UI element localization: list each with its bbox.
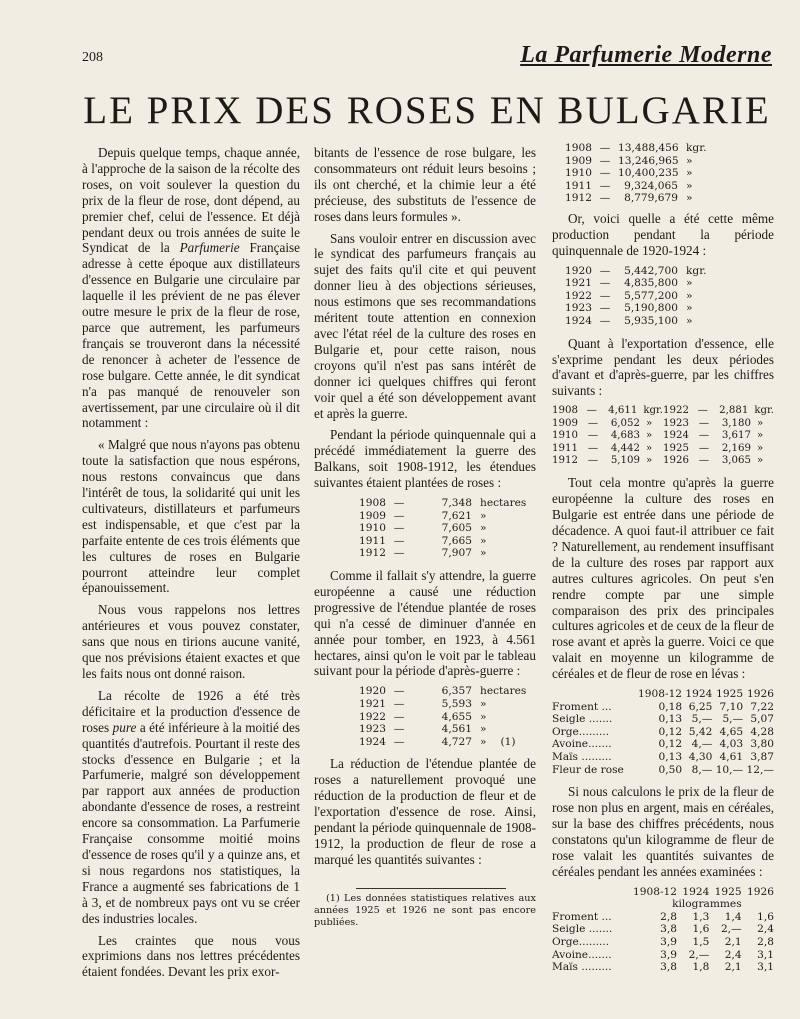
year: 1923 — [565, 302, 592, 315]
footnote-ref: (1) — [500, 735, 516, 748]
paragraph: Comme il fallait s'y attendre, la guerre européenne a causé une réduction progressive de l'étendue plantée de roses qui n'a cessé de diminuer d'année en année pour tomber, en 1923, à 4.561 hectares, ainsi qu'on le voit par le tableau suivant pour la période d'après-guerre : — [314, 568, 536, 679]
export-postwar — [663, 405, 774, 467]
year: 1910 — [552, 430, 578, 442]
table-row: 1925 — 2,169 » — [663, 442, 764, 454]
row-label: Seigle ....... — [552, 923, 613, 936]
table-row: 1921 — 4,835,800 » — [552, 277, 774, 290]
year: 1923 — [663, 417, 689, 429]
unit: » — [686, 302, 693, 315]
cell: 2,4 — [724, 948, 742, 961]
year: 1924 — [359, 735, 386, 748]
year: 1911 — [359, 534, 386, 547]
unit: » — [480, 735, 487, 748]
cell: 8,— — [691, 763, 713, 776]
unit: » — [686, 192, 693, 205]
cell: 2,8 — [660, 910, 678, 923]
value: 5,109 — [610, 454, 640, 466]
value: 5,442,700 — [624, 264, 678, 277]
unit: kgr. — [643, 405, 664, 417]
cell: 2,1 — [724, 936, 742, 949]
cell: 1,6 — [757, 910, 774, 923]
unit: » — [480, 534, 487, 547]
cell: 2,8 — [757, 936, 774, 949]
unit: » — [686, 277, 693, 290]
header-cell: 1908-12 — [638, 688, 683, 701]
value: 9,324,065 — [624, 179, 678, 192]
cell: 5,— — [722, 713, 744, 726]
export-table — [552, 405, 774, 467]
paragraph: La réduction de l'étendue plantée de roses a naturellement provoqué une réduction de la production de fleur et de l'exportation d'essence de rose. Ainsi, pendant la période quinquennale de 1908-1912, la production de fleur de rose a marqué les quantités suivantes : — [314, 756, 536, 867]
year: 1909 — [565, 154, 592, 167]
cell: 3,80 — [750, 738, 774, 751]
column-1 — [82, 145, 300, 986]
value: 5,577,200 — [624, 289, 678, 302]
table-row: 1924 — 3,617 » — [663, 430, 764, 442]
year: 1909 — [359, 509, 386, 522]
value: 13,488,456 — [618, 142, 679, 154]
table-row: 1923 — 5,190,800 » — [552, 302, 774, 315]
year: 1910 — [359, 522, 386, 535]
unit: » — [757, 454, 764, 466]
table-row — [552, 701, 774, 714]
flower-production-1908-1912 — [552, 142, 774, 205]
table-row: 1921 — 5,593 » — [346, 698, 536, 711]
table-header-row — [552, 886, 774, 899]
table-row: 1923 — 3,180 » — [663, 417, 764, 429]
value: 5,190,800 — [624, 302, 678, 315]
year: 1922 — [565, 289, 592, 302]
article-title: LE PRIX DES ROSES EN BULGARIE — [83, 89, 771, 132]
year: 1912 — [359, 547, 386, 560]
unit: » — [480, 710, 487, 723]
table-row — [552, 961, 774, 974]
cell: 0,12 — [658, 738, 683, 751]
row-label: Maïs ......... — [552, 961, 612, 974]
cell: 0,18 — [658, 700, 683, 713]
table-row: 1922 — 2,881 kgr. — [663, 405, 775, 417]
cell: 5,42 — [688, 725, 713, 738]
unit: » — [757, 417, 764, 429]
table-row: 1908 — 4,611 kgr. — [552, 405, 664, 417]
column-3 — [552, 142, 774, 982]
row-label: Seigle ....... — [552, 713, 613, 726]
year: 1921 — [565, 277, 592, 290]
paragraph: Si nous calculons le prix de la fleur de rose non plus en argent, mais en céréales, sur la base des chiffres précédents, nous constatons qu'un kilogramme de fleur de rose valait les quantités suivantes de céréales pendant les années examinées : — [552, 784, 774, 879]
unit: kgr. — [754, 405, 775, 417]
row-label: Froment ... — [552, 700, 612, 713]
cell: 2,— — [720, 923, 742, 936]
table-row: 1924 — 4,727 » (1) — [346, 736, 536, 749]
year: 1922 — [663, 405, 689, 417]
unit: » — [480, 547, 487, 560]
paragraph: Or, voici quelle a été cette même production pendant la période quinquennale de 1920-1924 : — [552, 210, 774, 258]
unit: » — [480, 697, 487, 710]
cell: 5,07 — [750, 713, 774, 726]
cell: 10,— — [715, 763, 744, 776]
row-label: Avoine....... — [552, 948, 612, 961]
table-row: 1908 — 13,488,456 kgr. — [552, 142, 774, 155]
unit: » — [480, 723, 487, 736]
value: 4,442 — [610, 442, 640, 454]
cell: 4,61 — [719, 751, 744, 764]
cell: 0,13 — [658, 751, 683, 764]
table-header-row — [552, 688, 774, 701]
table-row: 1912 — 8,779,679 » — [552, 192, 774, 205]
header-cell — [552, 688, 633, 701]
unit: » — [686, 179, 693, 192]
table-row: 1909 — 13,246,965 » — [552, 155, 774, 168]
unit: » — [757, 442, 764, 454]
text: a été inférieure à la moitié des quantités d'autrefois. Pourtant il reste des stocks d'essence en Bulgarie ; et la Parfumerie, malgré son développement par rapport aux années de production abondante d'essence de roses, a restreint encore sa consommation. La Parfumerie Française consomme moitié moins d'essence de roses qu'il y a quinze ans, et si nous regardons nos statistiques, la France a augmenté ses fabrications de 1 à 3, et de nombreux pays ont vu se créer des industries locales. — [82, 719, 300, 926]
year: 1924 — [565, 315, 592, 328]
table-row: 1922 — 5,577,200 » — [552, 290, 774, 303]
unit: kgr. — [686, 142, 707, 154]
table-row: 1910 — 10,400,235 » — [552, 167, 774, 180]
table-row — [552, 751, 774, 764]
cell: 3,8 — [660, 923, 678, 936]
table-row: 1908 — 7,348 hectares — [346, 497, 536, 510]
value: 4,727 — [441, 735, 472, 748]
paragraph: « Malgré que nous n'ayons pas obtenu toute la satisfaction que nous espérons, nous restons convaincus que dans l'intérêt de tous, la solidarité qui unit les cultivateurs, distillateurs et parfumeurs est indispensable, et que c'est par la parfaite entente de ces trois éléments que les cultures de roses en Bulgarie pourront atteindre leur complet épanouissement. — [82, 437, 300, 596]
value: 5,593 — [441, 697, 472, 710]
year: 1910 — [565, 167, 592, 180]
header-cell — [552, 886, 624, 899]
header-cell: 1908-12 — [632, 885, 678, 898]
paragraph: Pendant la période quinquennale qui a précédé immédiatement la guerre des Balkans, soit 1908-1912, les étendues suivantes étaient plantées de roses : — [314, 427, 536, 491]
unit: » — [686, 154, 693, 167]
table-row: 1909 — 6,052 » — [552, 417, 653, 429]
cell: 4,30 — [688, 751, 713, 764]
text: Française adresse à cette époque aux distillateurs d'essence en Bulgarie une circulaire par laquelle il les prévient de ne pas élever outre mesure le prix de la fleur de rose, parce que autrement, les parfumeurs français se trouveront dans la nécessité de renoncer à acheter de l'essence de rose bulgare. Cette année, le dit syndicat n'a pas manqué de renouveler son avertissement, par une circulaire où il dit notamment : — [82, 240, 301, 431]
cell: 1,3 — [692, 910, 710, 923]
table-row: 1920 — 6,357 hectares — [346, 685, 536, 698]
unit: » — [686, 315, 693, 328]
text: La récolte de 1926 a été très déficitaire et la production d'essence de roses — [82, 687, 300, 735]
value: 4,611 — [608, 405, 638, 417]
footnote-divider — [356, 888, 506, 889]
table-row: 1911 — 4,442 » — [552, 442, 653, 454]
table-row: 1911 — 7,665 » — [346, 535, 536, 548]
table-row: 1924 — 5,935,100 » — [552, 315, 774, 328]
unit: hectares — [480, 685, 527, 698]
year: 1908 — [359, 497, 386, 510]
paragraph — [82, 688, 300, 927]
price-table-kilogrammes — [552, 886, 774, 974]
header-cell: 1925 — [714, 885, 742, 898]
cell: 1,6 — [692, 923, 710, 936]
value: 2,881 — [719, 405, 749, 417]
paragraph: Sans vouloir entrer en discussion avec le syndicat des parfumeurs français au sujet des faits qu'il cite et qui peuvent donner lieu à des objections sérieuses, nous estimons que ses recommandations méritent toute attention en connexion avec l'état réel de la culture des roses en Bulgarie et, pour cette raison, nous croyons qu'il n'est pas sans intérêt de donner ici quelques chiffres qui feront voir quel a été son développement avant et après la guerre. — [314, 230, 536, 421]
unit-subheader: kilogrammes — [672, 898, 742, 911]
text: Depuis quelque temps, chaque année, à l'approche de la saison de la récolte des roses, on voit soulever la question du prix de la fleur de rose, dont dépend, au premier chef, celui de l'essence. Et déjà pendant deux ou trois années de suite le Syndicat de la — [82, 145, 300, 256]
value: 7,665 — [441, 534, 472, 547]
table-row — [552, 911, 774, 924]
row-label: Maïs ......... — [552, 751, 612, 764]
header-cell: 1924 — [682, 885, 710, 898]
header-cell: 1926 — [747, 885, 774, 898]
unit: kgr. — [686, 264, 707, 277]
year: 1926 — [663, 454, 689, 466]
paragraph — [82, 145, 300, 431]
cell: 4,65 — [719, 725, 744, 738]
year: 1908 — [565, 142, 592, 154]
table-row: 1922 — 4,655 » — [346, 711, 536, 724]
year: 1924 — [663, 430, 689, 442]
cell: 0,13 — [658, 713, 683, 726]
year: 1911 — [552, 442, 578, 454]
cell: 2,1 — [724, 961, 742, 974]
table-row: 1910 — 4,683 » — [552, 430, 653, 442]
value: 7,907 — [441, 547, 472, 560]
unit: » — [480, 509, 487, 522]
magazine-title: La Parfumerie Moderne — [520, 42, 772, 68]
column-2 — [314, 145, 536, 929]
value: 7,348 — [441, 497, 472, 510]
cell: 3,9 — [660, 948, 678, 961]
value: 4,683 — [610, 430, 640, 442]
unit: » — [480, 522, 487, 535]
value: 5,935,100 — [624, 315, 678, 328]
year: 1912 — [565, 192, 592, 205]
year: 1925 — [663, 442, 689, 454]
cell: 3,87 — [750, 751, 774, 764]
year: 1921 — [359, 697, 386, 710]
unit: » — [686, 289, 693, 302]
paragraph: Quant à l'exportation d'essence, elle s'exprime pendant les deux périodes d'avant et d'après-guerre, par les chiffres suivants : — [552, 335, 774, 399]
italic-text: pure — [112, 719, 137, 735]
unit: » — [646, 417, 653, 429]
year: 1909 — [552, 417, 578, 429]
cell: 3,1 — [757, 948, 774, 961]
cell: 0,12 — [658, 725, 683, 738]
cell: 1,5 — [692, 936, 710, 949]
row-label: Orge......... — [552, 725, 610, 738]
cell: 3,9 — [660, 936, 678, 949]
table-row — [552, 923, 774, 936]
cell: 2,4 — [757, 923, 774, 936]
flower-production-1920-1924 — [552, 265, 774, 328]
table-row: 1910 — 7,605 » — [346, 522, 536, 535]
cell: 4,03 — [719, 738, 744, 751]
table-row: 1909 — 7,621 » — [346, 510, 536, 523]
year: 1908 — [552, 405, 578, 417]
year: 1922 — [359, 710, 386, 723]
year: 1911 — [565, 179, 592, 192]
value: 4,835,800 — [624, 277, 678, 290]
table-row — [552, 713, 774, 726]
paragraph: Nous vous rappelons nos lettres antérieures et vous pouvez constater, sans que nous en tirions aucune vanité, que nos prévisions étaient exactes et que les faits nous ont donné raison. — [82, 602, 300, 681]
value: 3,617 — [721, 430, 751, 442]
unit: » — [757, 430, 764, 442]
value: 13,246,965 — [618, 154, 679, 167]
page-number: 208 — [82, 50, 103, 65]
year: 1920 — [565, 264, 592, 277]
table-row — [552, 764, 774, 777]
cell: 6,25 — [688, 700, 713, 713]
footnote: (1) Les données statistiques relatives aux années 1925 et 1926 ne sont pas encore publiées. — [314, 892, 536, 928]
value: 6,357 — [441, 685, 472, 698]
row-label: Fleur de rose — [552, 763, 624, 776]
table-row — [552, 738, 774, 751]
cell: 4,28 — [750, 725, 774, 738]
value: 4,561 — [441, 723, 472, 736]
cell: 0,50 — [658, 763, 683, 776]
value: 3,065 — [721, 454, 751, 466]
paragraph: Les craintes que nous vous exprimions dans nos lettres précédentes étaient fondées. Devant les prix exor- — [82, 932, 300, 980]
value: 7,621 — [441, 509, 472, 522]
table-row — [552, 726, 774, 739]
header-cell: 1925 — [716, 688, 744, 701]
year: 1912 — [552, 454, 578, 466]
hectares-table-1908-1912 — [346, 497, 536, 560]
table-row: 1911 — 9,324,065 » — [552, 180, 774, 193]
cell: 1,8 — [692, 961, 710, 974]
cell: 7,10 — [719, 700, 744, 713]
value: 4,655 — [441, 710, 472, 723]
year: 1920 — [359, 685, 386, 698]
cell: 3,8 — [660, 961, 678, 974]
paragraph: bitants de l'essence de rose bulgare, les consommateurs ont réduit leurs besoins ; ils ont cherché, et la chimie leur a été précieuse, des substituts de l'essence de roses dans leurs formules ». — [314, 145, 536, 224]
value: 8,779,679 — [624, 192, 678, 205]
table-row: 1920 — 5,442,700 kgr. — [552, 265, 774, 278]
export-prewar — [552, 405, 663, 467]
header-cell: 1926 — [747, 688, 774, 701]
value: 6,052 — [610, 417, 640, 429]
paragraph: Tout cela montre qu'après la guerre européenne la culture des roses en Bulgarie est entrée dans une période de décadence. A quoi faut-il attribuer ce fait ? Naturellement, au rendement insuffisant de la culture des roses par rapport aux autres cultures agricoles. On peut s'en rendre compte par une simple comparaison des prix des principales cultures agricoles et de ceux de la fleur de rose avant et après la guerre. Voici ce que valait en moyenne un kilogramme de céréales et de fleur de rose en lévas : — [552, 475, 774, 682]
cell: 3,1 — [757, 961, 774, 974]
table-subheader-row — [552, 898, 774, 911]
cell: 1,4 — [724, 910, 742, 923]
price-table-levas — [552, 688, 774, 776]
unit: » — [646, 454, 653, 466]
table-row: 1926 — 3,065 » — [663, 454, 764, 466]
italic-text: Parfumerie — [179, 240, 240, 256]
unit: hectares — [480, 497, 527, 510]
value: 3,180 — [721, 417, 751, 429]
cell: 5,— — [691, 713, 713, 726]
table-row: 1923 — 4,561 » — [346, 723, 536, 736]
value: 10,400,235 — [618, 167, 679, 180]
header-cell: 1924 — [685, 688, 713, 701]
cell: 12,— — [746, 763, 774, 776]
row-label: Froment ... — [552, 910, 612, 923]
cell: 7,22 — [750, 700, 774, 713]
table-row — [552, 936, 774, 949]
unit: » — [646, 442, 653, 454]
cell: 2,— — [688, 948, 710, 961]
row-label: Orge......... — [552, 936, 610, 949]
hectares-table-1920-1924 — [346, 685, 536, 748]
value: 7,605 — [441, 522, 472, 535]
year: 1923 — [359, 723, 386, 736]
table-row: 1912 — 5,109 » — [552, 454, 653, 466]
value: 2,169 — [721, 442, 751, 454]
row-label: Avoine....... — [552, 738, 612, 751]
unit: » — [646, 430, 653, 442]
cell: 4,— — [691, 738, 713, 751]
table-row: 1912 — 7,907 » — [346, 547, 536, 560]
table-row — [552, 949, 774, 962]
unit: » — [686, 167, 693, 180]
